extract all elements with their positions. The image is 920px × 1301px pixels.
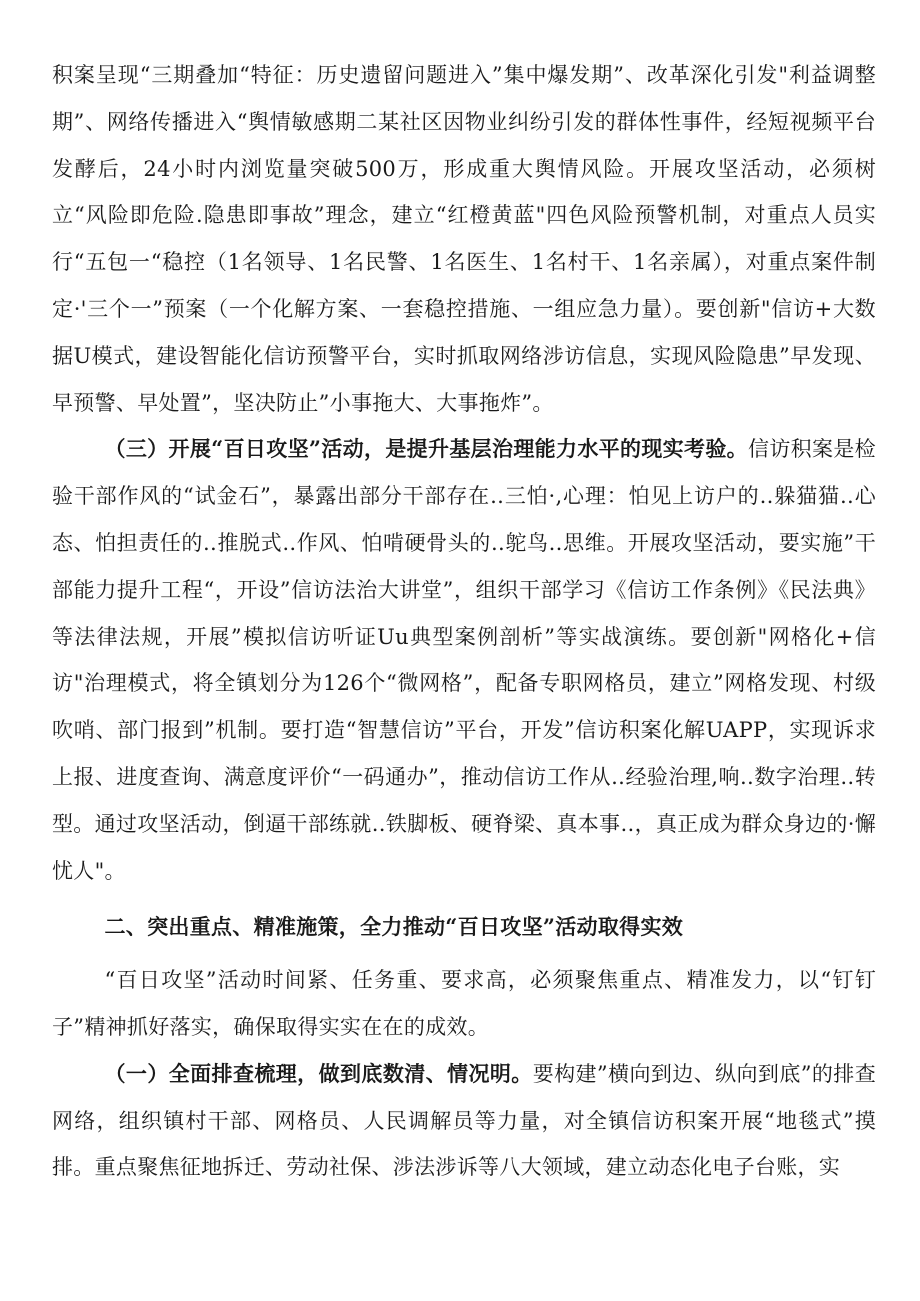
section-heading-text: 二、突出重点、精准施策，全力推动“百日攻坚”活动取得实效 bbox=[104, 914, 684, 940]
paragraph-body: “百日攻坚”活动时间紧、任务重、要求高，必须聚焦重点、精准发力，以“钉钉子”精神抓好落实，确保取得实实在在的成效。 bbox=[52, 968, 876, 1039]
paragraph-lead: （一）全面排查梳理，做到底数清、情况明。 bbox=[104, 1060, 533, 1086]
paragraph-section-three bbox=[52, 426, 876, 894]
paragraph-intro bbox=[52, 957, 876, 1051]
paragraph-lead: （三）开展“百日攻坚”活动，是提升基层治理能力水平的现实考验。 bbox=[104, 436, 749, 462]
paragraph-subsection-one bbox=[52, 1051, 876, 1191]
paragraph-body: 信访积案是检验干部作风的“试金石”，暴露出部分干部存在‥三怕·,心理：怕见上访户的‥躲猫猫‥心态、怕担责任的‥推脱式‥作风、怕啃硬骨头的‥鸵鸟‥思维。开展攻坚活动，要实施”干部能力提升工程“，开设”信访法治大讲堂”，组织干部学习《信访工作条例》《民法典》等法律法规，开展”模拟信访听证Uu典型案例剖析”等实战演练。要创新"网格化+信访"治理模式，将全镇划分为126个“微网格”，配备专职网格员，建立”网格发现、村级吹哨、部门报到”机制。要打造“智慧信访”平台，开发”信访积案化解UAPP，实现诉求上报、进度查询、满意度评价“一码通办”，推动信访工作从‥经验治理,响‥数字治理‥转型。通过攻坚活动，倒逼干部练就‥铁脚板、硬脊梁、真本事‥，真正成为群众身边的·懈忧人"。 bbox=[52, 437, 876, 883]
paragraph-continued bbox=[52, 52, 876, 426]
section-heading-two bbox=[52, 904, 876, 951]
paragraph-body: 要构建”横向到边、纵向到底”的排查网络，组织镇村干部、网格员、人民调解员等力量，对全镇信访积案开展“地毯式”摸排。重点聚焦征地拆迁、劳动社保、涉法涉诉等八大领域，建立动态化电子台账，实 bbox=[52, 1061, 877, 1180]
paragraph-body: 积案呈现“三期叠加“特征：历史遗留问题进入”集中爆发期”、改革深化引发"利益调整期”、网络传播进入“舆情敏感期二某社区因物业纠纷引发的群体性事件，经短视频平台发酵后，24小时内浏览量突破500万，形成重大舆情风险。开展攻坚活动，必须树立“风险即危险.隐患即事故”理念，建立“红橙黄蓝"四色风险预警机制，对重点人员实行“五包一“稳控（1名领导、1名民警、1名医生、1名村干、1名亲属），对重点案件制定·'三个一”预案（一个化解方案、一套稳控措施、一组应急力量）。要创新"信访+大数据U模式，建设智能化信访预警平台，实时抓取网络涉访信息，实现风险隐患”早发现、早预警、早处置”，坚决防止”小事拖大、大事拖炸”。 bbox=[52, 63, 876, 415]
